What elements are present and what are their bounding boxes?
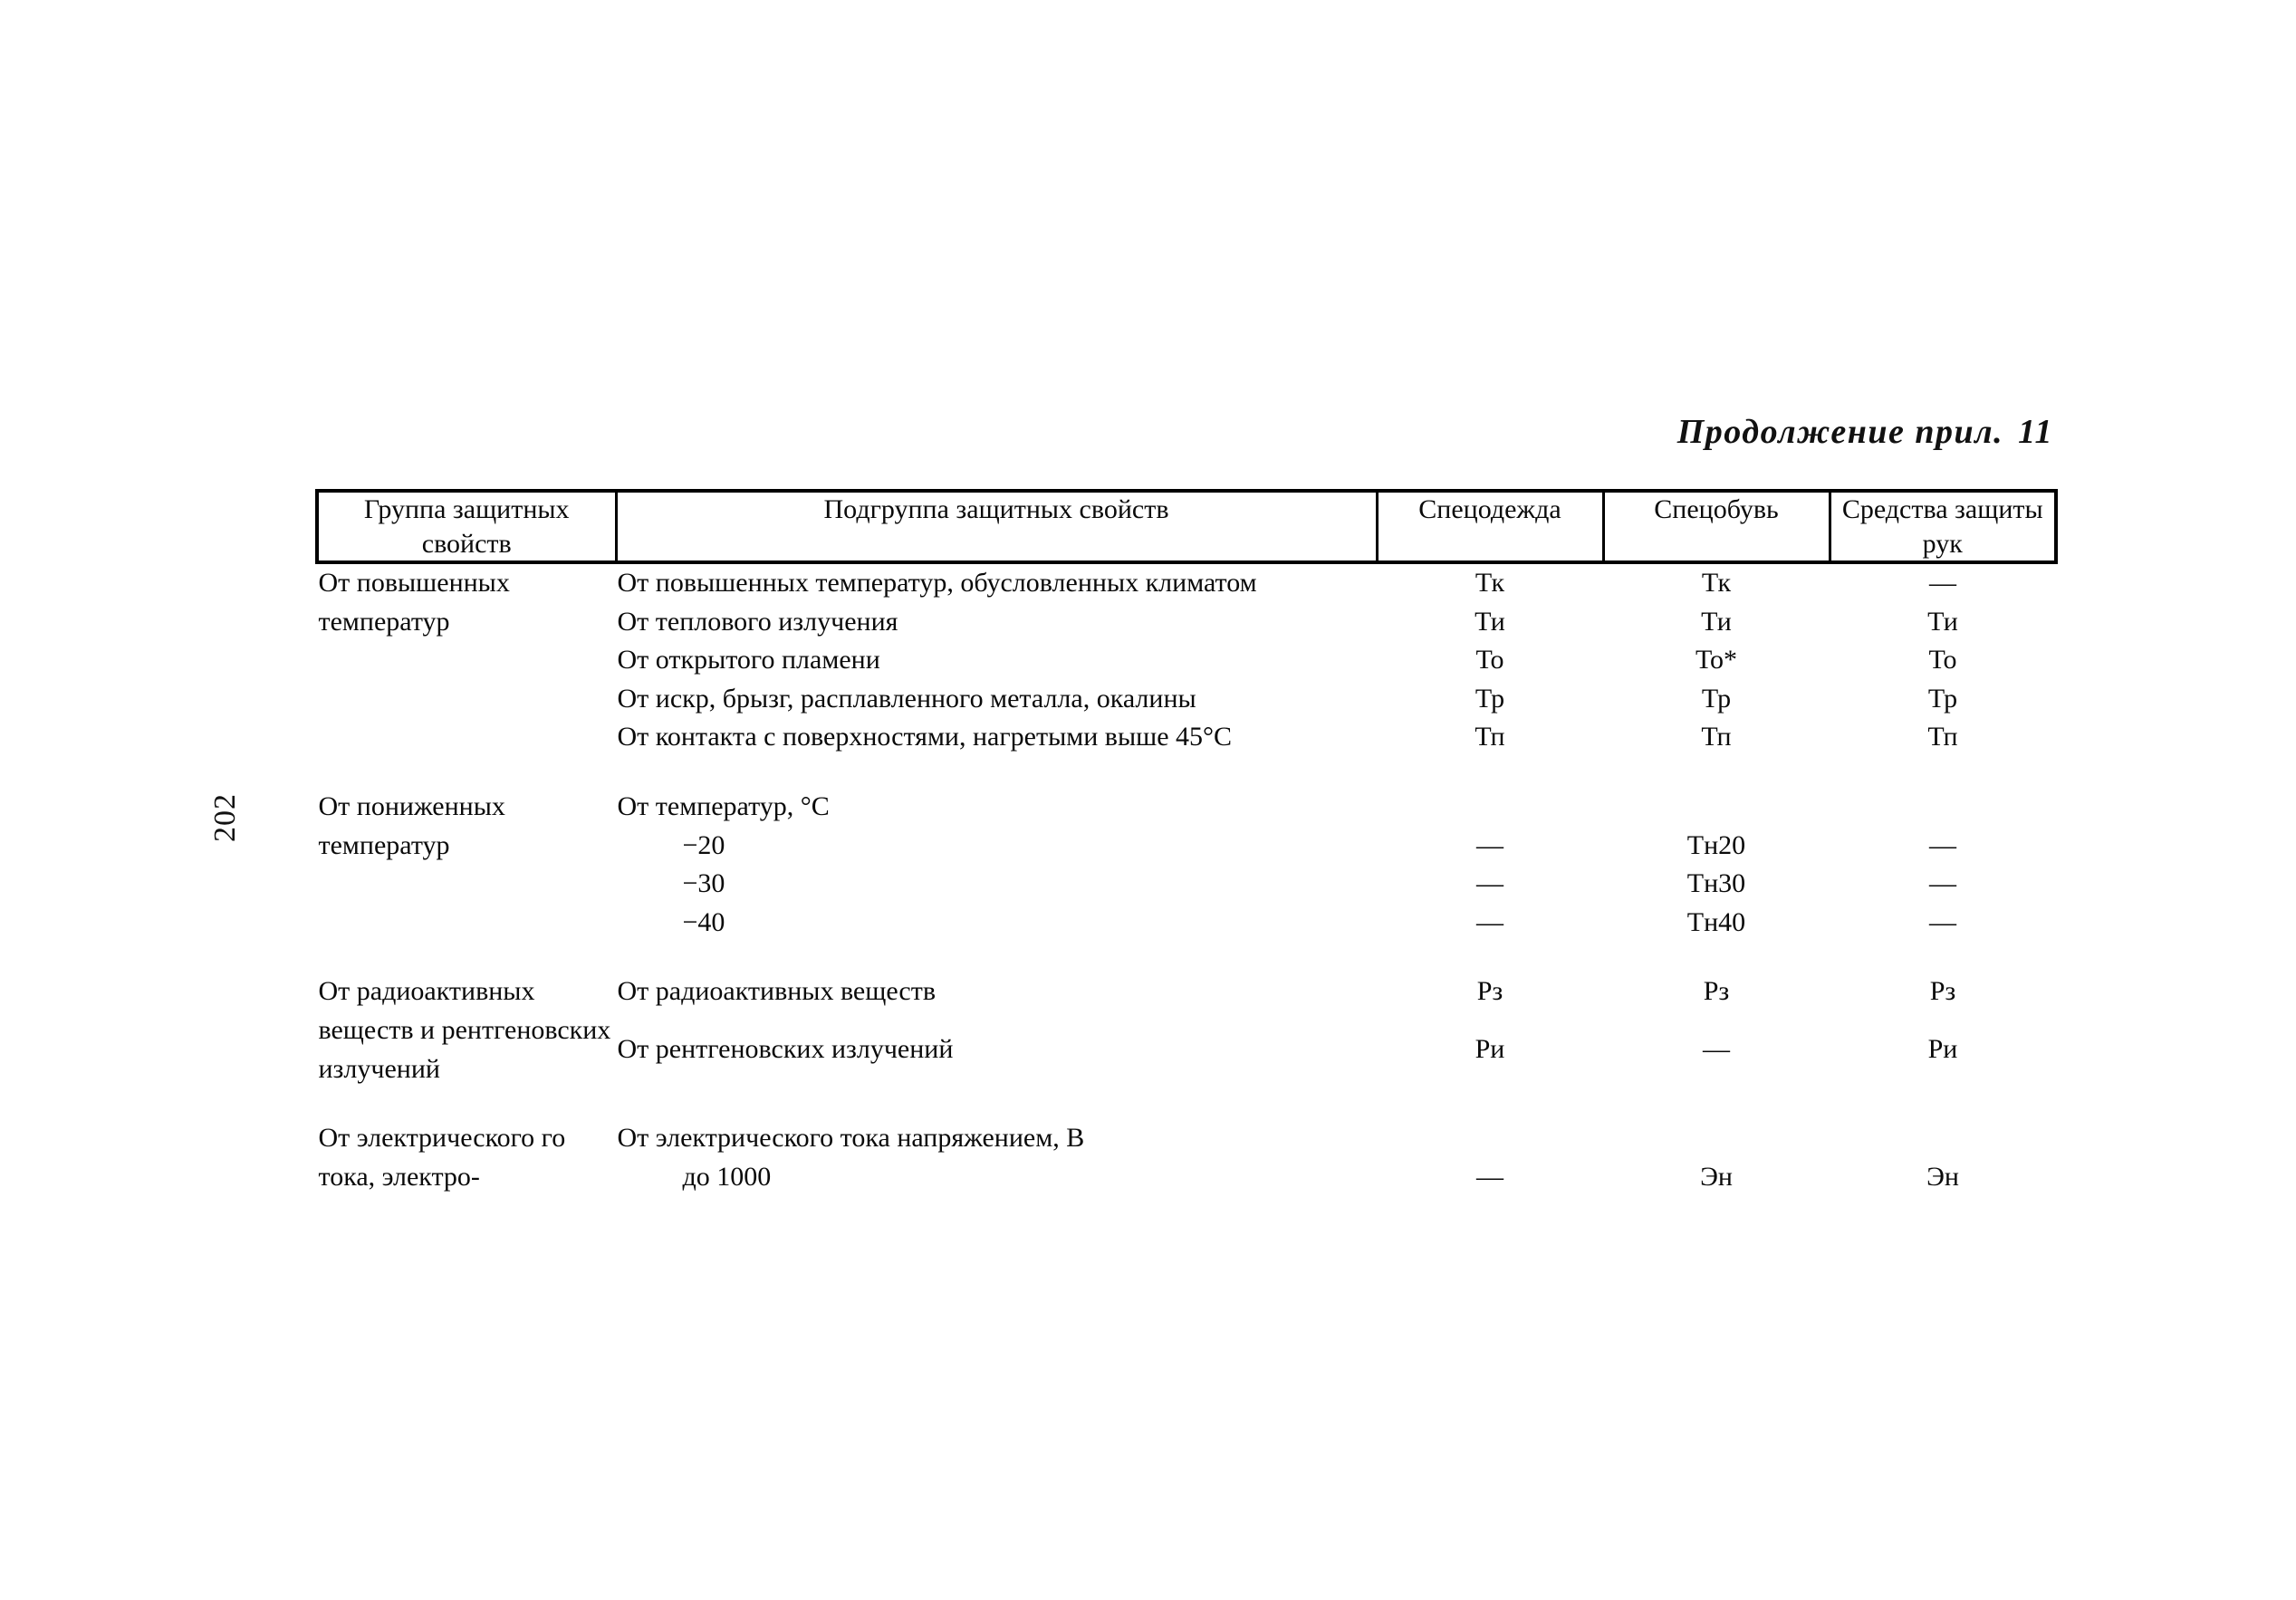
mark-hands: Ти [1927,606,1958,637]
subgroup-label: От искр, брызг, расплавленного металла, окалины [617,683,1196,714]
mark-hands: Рз [1929,976,1956,1007]
mark-hands: То [1928,645,1957,675]
protective-properties-table [315,489,2058,1196]
subgroup-label [616,904,1377,943]
subgroup-value: −20 [682,829,725,860]
mark-clothing [1377,1119,1603,1158]
mark-hands: — [1929,829,1956,860]
running-head-text: Продолжение прил. [1676,413,2004,451]
mark-hands [1830,788,2056,827]
mark-footwear: Тп [1701,722,1732,752]
mark-hands: — [1929,868,1956,899]
mark-footwear: Тн40 [1686,906,1746,937]
mark-clothing: — [1476,906,1503,937]
section-gap [317,757,2056,788]
column-header-clothing: Спецодежда [1377,491,1603,562]
mark-footwear: То* [1695,645,1738,675]
mark-footwear [1603,1119,1830,1158]
subgroup-label [616,1158,1377,1197]
mark-footwear: Тр [1701,683,1732,714]
running-head [1677,412,2053,452]
page-number: 202 [208,793,242,842]
mark-footwear: Тн20 [1686,829,1746,860]
table-row [317,972,2056,1030]
mark-clothing: — [1476,1161,1503,1192]
mark-hands: — [1929,568,1956,598]
mark-footwear: Тн30 [1686,868,1746,899]
subgroup-value: −40 [682,906,725,937]
mark-hands: Ри [1927,1034,1958,1065]
table-header [317,491,2056,562]
mark-clothing: — [1476,829,1503,860]
mark-hands [1830,1119,2056,1158]
column-header-footwear: Спецобувь [1603,491,1830,562]
table-row [317,788,2056,827]
mark-clothing: — [1476,868,1503,899]
subgroup-label: От контакта с поверхностями, нагретыми выше 45°С [617,722,1233,752]
table-header-row [317,491,2056,562]
mark-footwear: Ти [1701,606,1732,637]
mark-clothing: Тп [1475,722,1505,752]
mark-footwear: Рз [1703,976,1730,1007]
mark-footwear: Эн [1700,1161,1733,1192]
subgroup-label [616,865,1377,904]
subgroup-label: От рентгеновских излучений [617,1034,954,1065]
mark-footwear [1603,788,1830,827]
subgroup-value: −30 [682,868,725,899]
mark-clothing [1377,788,1603,827]
mark-clothing: Тк [1475,568,1505,598]
mark-hands: Тр [1927,683,1958,714]
subgroup-label: От электрического тока напряжением, В [617,1123,1085,1154]
subgroup-label: От открытого пламени [617,645,880,675]
column-header-subgroup: Подгруппа защитных свойств [616,491,1377,562]
subgroup-value: до 1000 [682,1161,772,1192]
mark-clothing: Тр [1475,683,1505,714]
group-label: От повышенных температур [318,568,510,637]
subgroup-label: От радиоактивных веществ [617,976,937,1007]
subgroup-label: От температур, °С [617,790,830,821]
mark-hands: — [1929,906,1956,937]
section-gap [317,1088,2056,1119]
mark-clothing: Рз [1476,976,1503,1007]
subgroup-label: От теплового излучения [617,606,898,637]
table-row [317,1119,2056,1158]
table-row [317,562,2056,603]
mark-hands: Эн [1926,1161,1959,1192]
mark-footwear: — [1703,1034,1730,1065]
subgroup-label: От повышенных температур, обусловленных климатом [617,568,1257,598]
group-label: От пониженных температур [318,790,505,860]
table-body [317,562,2056,1196]
mark-clothing: То [1475,645,1504,675]
group-label: От радиоактивных веществ и рентгеновских излучений [318,976,611,1084]
group-label: От электрического го тока, электро- [318,1123,566,1192]
mark-hands: Тп [1927,722,1958,752]
table-container [315,489,2054,1196]
subgroup-label [616,827,1377,866]
mark-footwear: Тк [1701,568,1732,598]
mark-clothing: Ри [1475,1034,1505,1065]
column-header-group: Группа защитных свойств [317,491,616,562]
mark-clothing: Ти [1475,606,1505,637]
running-head-number: 11 [2018,413,2053,451]
column-header-hand-protection: Средства защиты рук [1830,491,2056,562]
section-gap [317,942,2056,972]
